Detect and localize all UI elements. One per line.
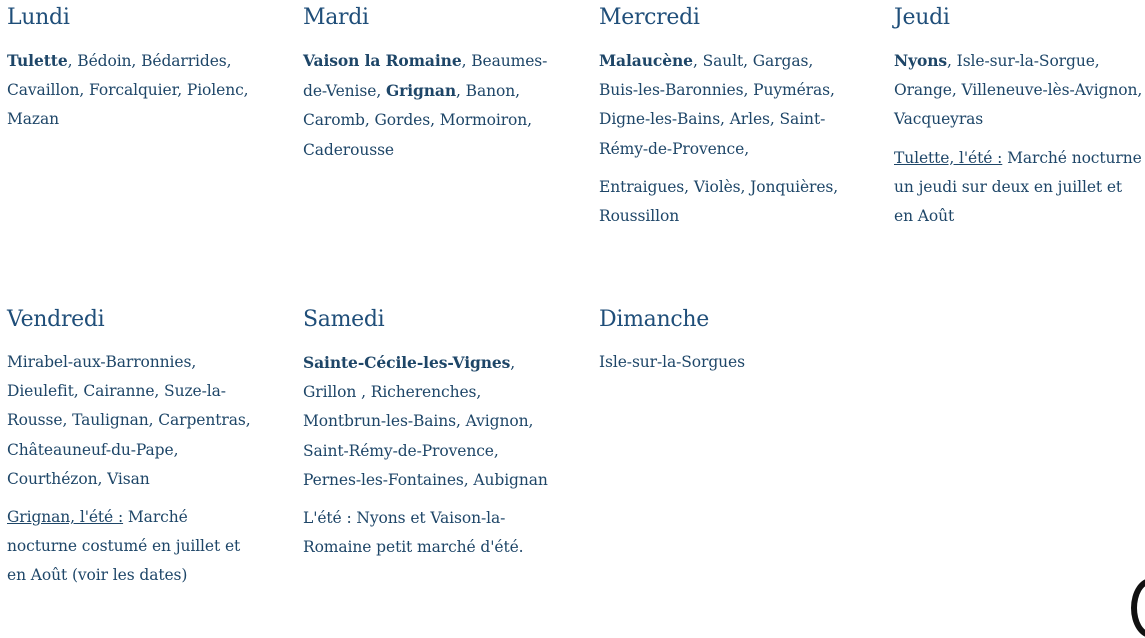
day-jeudi (894, 3, 1144, 231)
market-list: Malaucène, Sault, Gargas, Buis-les-Baronnies, Puyméras, Digne-les-Bains, Arles, Saint-Rémy-de-Provence, (599, 51, 835, 158)
highlighted-town: Nyons (894, 51, 948, 70)
day-mardi (303, 3, 553, 165)
day-lundi (7, 3, 257, 135)
market-list-extra: Entraigues, Violès, Jonquières, Roussillon (599, 177, 839, 226)
highlighted-town: Vaison la Romaine (303, 51, 462, 70)
day-title: Vendredi (7, 307, 105, 332)
day-title: Jeudi (894, 5, 950, 30)
market-list: Vaison la Romaine, Beaumes-de-Venise, Grignan, Banon, Caromb, Gordes, Mormoiron, Caderousse (303, 51, 548, 159)
summer-note: L'été : Nyons et Vaison-la-Romaine petit marché d'été. (303, 509, 524, 557)
day-title: Samedi (303, 307, 385, 332)
chat-bubble-icon[interactable] (1131, 578, 1145, 638)
highlighted-town: Tulette (7, 51, 68, 70)
day-title: Mardi (303, 5, 369, 30)
summer-note: Tulette, l'été : Marché nocturne un jeudi sur deux en juillet et en Août (894, 148, 1142, 226)
market-list: Sainte-Cécile-les-Vignes, Grillon , Richerenches, Montbrun-les-Bains, Avignon, Saint-Rémy-de-Provence, Pernes-les-Fontaines, Aubignan (303, 353, 548, 489)
day-title: Mercredi (599, 5, 700, 30)
day-title: Lundi (7, 5, 70, 30)
highlighted-town: Malaucène (599, 51, 693, 70)
highlighted-town: Grignan (385, 81, 456, 101)
market-list: Nyons, Isle-sur-la-Sorgue, Orange, Villeneuve-lès-Avignon, Vacqueyras (894, 51, 1143, 129)
highlighted-town: Sainte-Cécile-les-Vignes (303, 353, 511, 372)
day-mercredi (599, 3, 849, 231)
summer-note-label: Tulette, l'été : (894, 148, 1003, 167)
day-samedi (303, 305, 553, 562)
market-list: Mirabel-aux-Barronnies, Dieulefit, Cairanne, Suze-la-Rousse, Taulignan, Carpentras, Châteauneuf-du-Pape, Courthézon, Visan (7, 353, 251, 488)
summer-note: Grignan, l'été : Marché nocturne costumé en juillet et en Août (voir les dates) (7, 508, 241, 585)
day-vendredi (7, 305, 257, 591)
summer-note-label: Grignan, l'été : (7, 508, 124, 527)
day-dimanche (599, 305, 849, 377)
day-title: Dimanche (599, 307, 709, 332)
market-list: Isle-sur-la-Sorgues (599, 353, 745, 371)
market-list: Tulette, Bédoin, Bédarrides, Cavaillon, Forcalquier, Piolenc, Mazan (7, 51, 249, 129)
